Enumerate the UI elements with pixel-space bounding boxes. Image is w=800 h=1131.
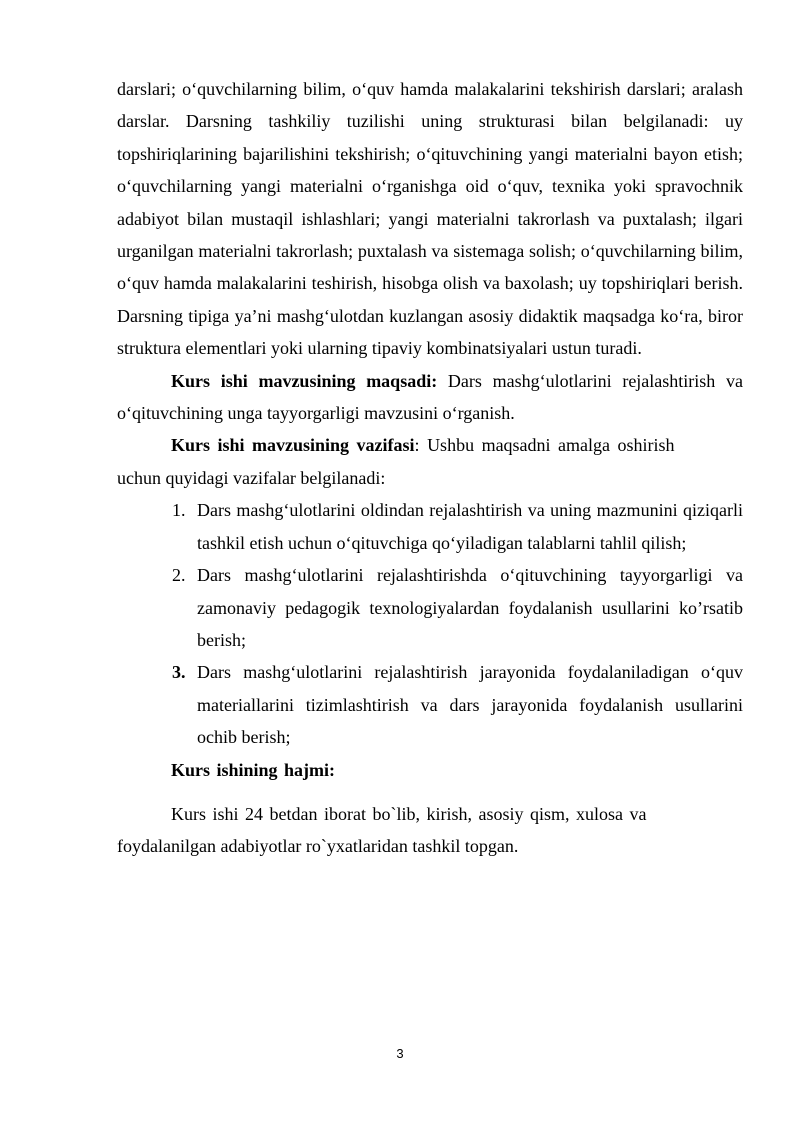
goal-label: Kurs ishi mavzusining maqsadi: [171, 370, 438, 391]
page-body [117, 73, 743, 863]
task-item-2 [117, 559, 743, 656]
goal-text: Dars mashg‘ulotlarini rejalashtirish va o‘qituvchining unga tayyorgarligi mavzusini o‘rganish. [117, 370, 744, 424]
task-text: Dars mashg‘ulotlarini oldindan rejalashtirish va uning mazmunini qiziqarli tashkil etish uchun o‘qituvchiga qo‘yiladigan talablarni tahlil qilish; [197, 500, 743, 553]
page-number: 3 [396, 1046, 404, 1061]
task-text: Dars mashg‘ulotlarini rejalashtirish jarayonida foydalaniladigan o‘quv materiallarini tizimlashtirish va dars jarayonida foydalanish usullarini ochib berish; [197, 662, 743, 748]
task-text: Dars mashg‘ulotlarini rejalashtirishda o‘qituvchining tayyorgarligi va zamonaviy pedagogik texnologiyalardan foydalanish usullarini ko’rsatib berish; [197, 565, 743, 650]
tasks-intro-line1: Ushbu maqsadni amalga oshirish [419, 435, 675, 456]
tasks-intro-line2: uchun quyidagi vazifalar belgilanadi: [117, 467, 386, 488]
tasks-label: Kurs ishi mavzusining vazifasi [171, 435, 415, 456]
tasks-paragraph [117, 429, 743, 461]
task-item-1 [117, 494, 743, 559]
volume-paragraph [117, 798, 743, 863]
task-number: 2. [172, 565, 186, 586]
volume-line2: foydalanilgan adabiyotlar ro`yxatlaridan tashkil topgan. [117, 836, 519, 857]
volume-heading: Kurs ishining hajmi: [171, 759, 336, 780]
task-number: 3. [172, 662, 186, 683]
tasks-colon: : [414, 435, 420, 456]
intro-paragraph: darslari; o‘quvchilarning bilim, o‘quv hamda malakalarini tekshirish darslari; aralash darslar. Darsning tashkiliy tuzilishi uning strukturasi bilan belgilanadi: uy topshiriqlarining bajarilishini tekshirish; o‘qituvchining yangi materialni bayon etish; o‘quvchilarning yangi materialni o‘rganishga oid o‘quv, texnika yoki spravochnik adabiyot bilan mustaqil ishlashlari; yangi materialni takrorlash va puxtalash; ilgari urganilgan materialni takrorlash; puxtalash va sistemaga solish; o‘quvchilarning bilim, o‘quv hamda malakalarini teshirish, hisobga olish va baxolash; uy topshiriqlari berish. Darsning tipiga ya’ni mashg‘ulotdan kuzlangan asosiy didaktik maqsadga ko‘ra, biror struktura elementlari yoki ularning tipaviy kombinatsiyalari ustun turadi. [117, 79, 743, 359]
task-number: 1. [172, 500, 186, 521]
task-item-3 [117, 656, 743, 753]
volume-line1: Kurs ishi 24 betdan iborat bo`lib, kirish, asosiy qism, xulosa va [171, 803, 647, 824]
task-list [117, 494, 743, 753]
goal-paragraph [117, 365, 743, 430]
